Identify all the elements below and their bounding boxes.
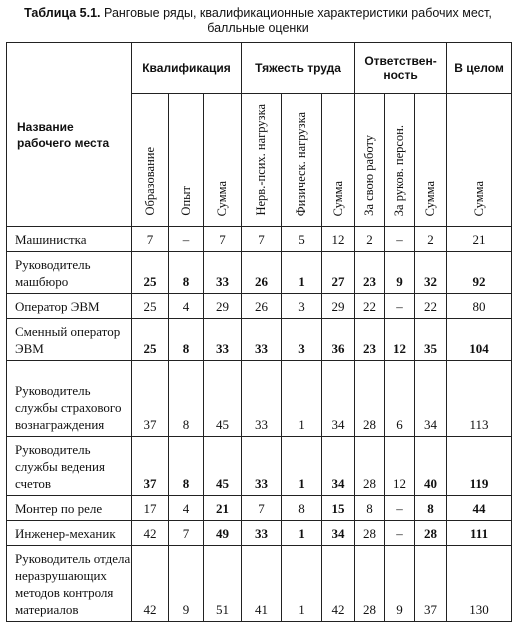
cell-education: 37 [132,361,169,437]
cell-education: 42 [132,521,169,546]
cell-workplace-name: Машинистка [7,227,132,252]
cell-mental-load: 7 [242,496,282,521]
table-row [7,361,512,437]
ranking-table [6,42,512,622]
subheader-physical-load: Физическ. нагрузка [282,94,322,227]
cell-severity-sum: 12 [322,227,355,252]
cell-education: 25 [132,252,169,294]
cell-qualification-sum: 45 [204,437,242,496]
cell-experience: 8 [169,361,204,437]
cell-severity-sum: 42 [322,546,355,622]
cell-responsibility-sum: 32 [415,252,447,294]
cell-severity-sum: 34 [322,437,355,496]
cell-responsibility-sum: 34 [415,361,447,437]
cell-overall-sum: 44 [447,496,512,521]
cell-overall-sum: 80 [447,294,512,319]
caption-text-line2: балльные оценки [207,21,309,35]
header-group-row [7,43,512,94]
group-header-qualification: Квалификация [132,43,242,94]
cell-mental-load: 41 [242,546,282,622]
cell-staff-management: 6 [385,361,415,437]
cell-mental-load: 26 [242,252,282,294]
cell-experience: 4 [169,496,204,521]
cell-physical-load: 3 [282,319,322,361]
table-row [7,437,512,496]
cell-education: 17 [132,496,169,521]
cell-responsibility-sum: 40 [415,437,447,496]
cell-experience: 4 [169,294,204,319]
cell-mental-load: 33 [242,319,282,361]
cell-physical-load: 1 [282,361,322,437]
cell-education: 37 [132,437,169,496]
cell-workplace-name: Оператор ЭВМ [7,294,132,319]
cell-qualification-sum: 29 [204,294,242,319]
subheader-education: Образование [132,94,169,227]
cell-responsibility-sum: 22 [415,294,447,319]
subheader-mental-load: Нерв.-псих. нагрузка [242,94,282,227]
cell-overall-sum: 104 [447,319,512,361]
cell-responsibility-sum: 8 [415,496,447,521]
table-row [7,496,512,521]
cell-own-work: 28 [355,437,385,496]
cell-own-work: 23 [355,252,385,294]
cell-responsibility-sum: 2 [415,227,447,252]
cell-workplace-name: Сменный оператор ЭВМ [7,319,132,361]
cell-education: 42 [132,546,169,622]
cell-staff-management: 9 [385,252,415,294]
group-header-overall: В целом [447,43,512,94]
cell-overall-sum: 130 [447,546,512,622]
subheader-responsibility-sum: Сумма [415,94,447,227]
cell-own-work: 28 [355,546,385,622]
cell-responsibility-sum: 28 [415,521,447,546]
cell-workplace-name: Руководитель отдела неразрушающих методов контроля материалов [7,546,132,622]
subheader-overall-sum: Сумма [447,94,512,227]
cell-experience: 8 [169,437,204,496]
cell-experience: – [169,227,204,252]
cell-mental-load: 33 [242,437,282,496]
cell-overall-sum: 21 [447,227,512,252]
cell-education: 25 [132,319,169,361]
column-header-name: Название рабочего места [7,43,132,227]
subheader-staff-management: За руков. персон. [385,94,415,227]
group-header-responsibility: Ответствен-ность [355,43,447,94]
cell-education: 7 [132,227,169,252]
cell-overall-sum: 119 [447,437,512,496]
cell-mental-load: 33 [242,361,282,437]
cell-severity-sum: 27 [322,252,355,294]
table-row [7,294,512,319]
cell-experience: 9 [169,546,204,622]
cell-experience: 8 [169,319,204,361]
cell-qualification-sum: 21 [204,496,242,521]
cell-severity-sum: 29 [322,294,355,319]
cell-mental-load: 33 [242,521,282,546]
table-caption [0,6,516,36]
subheader-severity-sum: Сумма [322,94,355,227]
cell-physical-load: 8 [282,496,322,521]
cell-qualification-sum: 51 [204,546,242,622]
cell-own-work: 28 [355,361,385,437]
cell-physical-load: 1 [282,437,322,496]
cell-staff-management: 12 [385,437,415,496]
table-row [7,546,512,622]
cell-severity-sum: 15 [322,496,355,521]
cell-workplace-name: Руководитель машбюро [7,252,132,294]
cell-physical-load: 1 [282,546,322,622]
cell-responsibility-sum: 35 [415,319,447,361]
cell-staff-management: – [385,496,415,521]
table-row [7,252,512,294]
cell-severity-sum: 36 [322,319,355,361]
group-header-labor-severity: Тяжесть труда [242,43,355,94]
caption-text-line1: Ранговые ряды, квалификационные характеристики рабочих мест, [104,6,492,20]
cell-qualification-sum: 33 [204,252,242,294]
cell-responsibility-sum: 37 [415,546,447,622]
cell-staff-management: – [385,227,415,252]
caption-label: Таблица 5.1. [24,6,101,20]
subheader-experience: Опыт [169,94,204,227]
cell-overall-sum: 111 [447,521,512,546]
cell-severity-sum: 34 [322,521,355,546]
cell-own-work: 8 [355,496,385,521]
cell-staff-management: 12 [385,319,415,361]
cell-experience: 7 [169,521,204,546]
subheader-own-work: За свою работу [355,94,385,227]
cell-mental-load: 7 [242,227,282,252]
table-body [7,227,512,622]
table-row [7,319,512,361]
cell-qualification-sum: 49 [204,521,242,546]
cell-workplace-name: Руководитель службы ведения счетов [7,437,132,496]
cell-qualification-sum: 45 [204,361,242,437]
cell-severity-sum: 34 [322,361,355,437]
subheader-qualification-sum: Сумма [204,94,242,227]
cell-education: 25 [132,294,169,319]
cell-own-work: 22 [355,294,385,319]
cell-own-work: 2 [355,227,385,252]
table-row [7,227,512,252]
cell-overall-sum: 92 [447,252,512,294]
cell-workplace-name: Инженер-механик [7,521,132,546]
cell-staff-management: – [385,294,415,319]
cell-mental-load: 26 [242,294,282,319]
cell-qualification-sum: 33 [204,319,242,361]
cell-staff-management: 9 [385,546,415,622]
cell-physical-load: 1 [282,252,322,294]
cell-overall-sum: 113 [447,361,512,437]
cell-physical-load: 3 [282,294,322,319]
cell-staff-management: – [385,521,415,546]
cell-own-work: 28 [355,521,385,546]
cell-own-work: 23 [355,319,385,361]
cell-qualification-sum: 7 [204,227,242,252]
cell-workplace-name: Руководитель службы страхового вознаграждения [7,361,132,437]
table-row [7,521,512,546]
cell-physical-load: 1 [282,521,322,546]
cell-workplace-name: Монтер по реле [7,496,132,521]
cell-experience: 8 [169,252,204,294]
cell-physical-load: 5 [282,227,322,252]
